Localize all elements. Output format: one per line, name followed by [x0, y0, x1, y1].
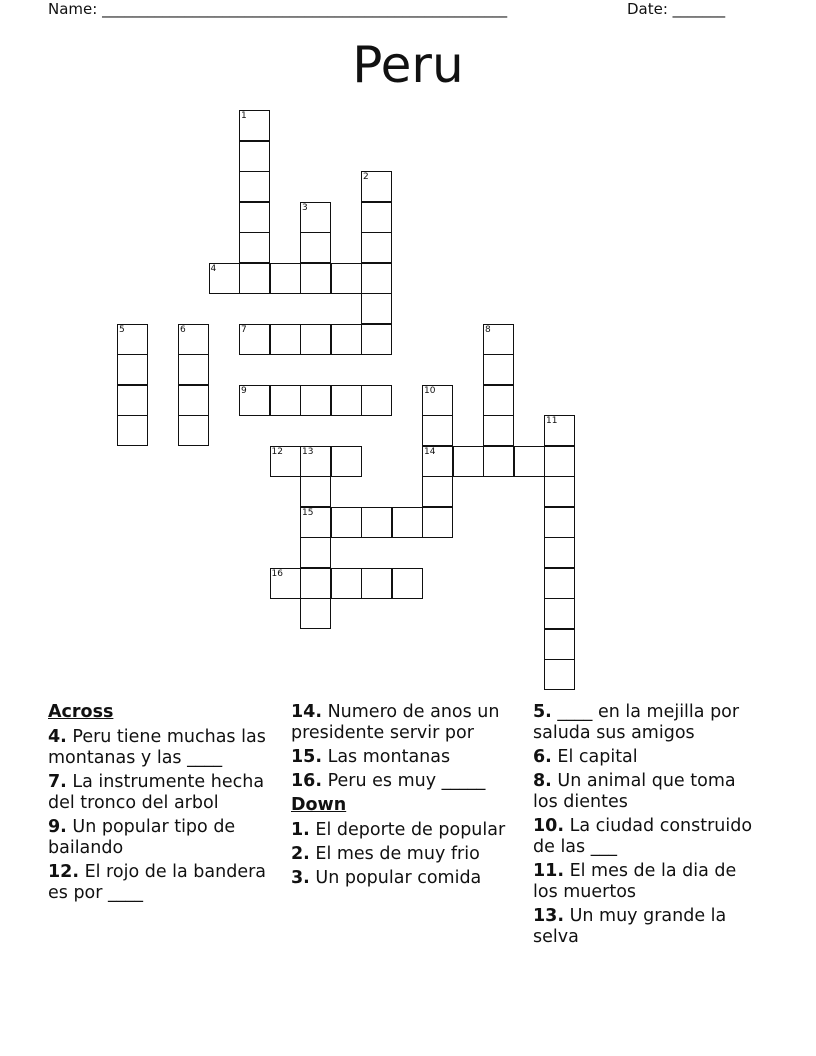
crossword-cell[interactable]: [483, 415, 514, 446]
crossword-cell[interactable]: [422, 415, 453, 446]
down-heading: Down: [291, 795, 347, 815]
crossword-cell[interactable]: [361, 171, 392, 202]
crossword-cell[interactable]: [239, 110, 270, 141]
clue-number: 12.: [48, 862, 80, 882]
clue-text: La ciudad construido de las ___: [533, 816, 753, 857]
cell-number: 3: [302, 202, 308, 213]
cell-number: 11: [546, 416, 558, 426]
crossword-cell[interactable]: [300, 568, 331, 599]
clue-text: Un animal que toma los dientes: [533, 771, 736, 812]
clue-item: [291, 844, 521, 865]
cell-number: 10: [424, 385, 436, 396]
crossword-cell[interactable]: [239, 171, 270, 202]
crossword-cell[interactable]: [544, 415, 575, 446]
cell-number: 5: [119, 324, 125, 335]
across-heading: Across: [48, 702, 114, 722]
clue-number: 5.: [533, 702, 552, 722]
crossword-cell[interactable]: [300, 385, 331, 416]
clue-text: Un popular comida: [309, 868, 482, 888]
crossword-cell[interactable]: [178, 324, 209, 355]
name-field-label[interactable]: Name: ______________________________________________________: [48, 0, 508, 18]
crossword-cell[interactable]: [117, 354, 148, 385]
clue-item: [291, 702, 521, 744]
crossword-cell[interactable]: [300, 202, 331, 233]
cell-number: 7: [241, 324, 247, 335]
clue-text: ____ en la mejilla por saluda sus amigos: [533, 702, 740, 743]
crossword-cell[interactable]: [422, 507, 453, 538]
clue-item: [48, 817, 278, 859]
crossword-cell[interactable]: [300, 232, 331, 263]
clue-item: [533, 702, 763, 744]
crossword-cell[interactable]: [331, 263, 362, 294]
crossword-cell[interactable]: [117, 385, 148, 416]
crossword-cell[interactable]: [483, 324, 514, 355]
crossword-cell[interactable]: [239, 385, 270, 416]
cell-number: 9: [241, 385, 247, 396]
clue-text: Peru es muy _____: [322, 771, 486, 791]
clue-text: Un muy grande la selva: [533, 906, 727, 947]
crossword-cell[interactable]: [270, 324, 301, 355]
clue-number: 10.: [533, 816, 565, 836]
crossword-cell[interactable]: [361, 568, 392, 599]
crossword-cell[interactable]: [361, 202, 392, 233]
crossword-cell[interactable]: [117, 415, 148, 446]
clue-number: 9.: [48, 817, 67, 837]
crossword-cell[interactable]: [270, 385, 301, 416]
clue-number: 11.: [533, 861, 565, 881]
clue-item: [291, 771, 521, 792]
clue-text: Un popular tipo de bailando: [48, 817, 236, 858]
clue-number: 14.: [291, 702, 323, 722]
cell-number: 13: [302, 446, 314, 457]
date-field-label[interactable]: Date: _______: [627, 0, 726, 18]
crossword-cell[interactable]: [544, 507, 575, 538]
crossword-cell[interactable]: [392, 568, 423, 599]
clue-text: Numero de anos un presidente servir por: [291, 702, 500, 743]
crossword-cell[interactable]: [209, 263, 240, 294]
clue-number: 4.: [48, 727, 67, 747]
clue-item: [291, 747, 521, 768]
crossword-cell[interactable]: [300, 446, 331, 477]
crossword-cell[interactable]: [331, 446, 362, 477]
cell-number: 4: [210, 263, 217, 274]
clue-item: [48, 727, 278, 769]
clue-number: 7.: [48, 772, 67, 792]
crossword-cell[interactable]: [331, 324, 362, 355]
cell-number: 15: [302, 507, 314, 518]
crossword-cell[interactable]: [361, 232, 392, 263]
crossword-cell[interactable]: [239, 263, 270, 294]
clue-item: [48, 862, 278, 904]
crossword-cell[interactable]: [422, 385, 453, 416]
crossword-cell[interactable]: [331, 507, 362, 538]
cell-number: 1: [241, 111, 247, 121]
crossword-cell[interactable]: [239, 324, 270, 355]
cell-number: 6: [180, 324, 186, 335]
clue-item: [533, 747, 763, 768]
crossword-cell[interactable]: [117, 324, 148, 355]
crossword-cell[interactable]: [544, 537, 575, 568]
crossword-cell[interactable]: [361, 385, 392, 416]
cell-number: 8: [485, 324, 491, 335]
crossword-cell[interactable]: [544, 476, 575, 507]
crossword-cell[interactable]: [544, 659, 575, 690]
clue-item: [533, 771, 763, 813]
clue-text: El mes de muy frio: [309, 844, 480, 864]
crossword-cell[interactable]: [178, 354, 209, 385]
clue-text: El capital: [551, 747, 638, 767]
crossword-cell[interactable]: [514, 446, 545, 477]
cell-number: 2: [363, 172, 369, 182]
clue-number: 13.: [533, 906, 565, 926]
clue-column-3: [533, 702, 763, 951]
page-title: Peru: [352, 36, 464, 94]
clue-text: La instrumente hecha del tronco del arbol: [48, 772, 265, 813]
crossword-cell[interactable]: [453, 446, 484, 477]
clue-text: Las montanas: [322, 747, 451, 767]
crossword-cell[interactable]: [361, 263, 392, 294]
clue-item: [291, 820, 521, 841]
clue-number: 8.: [533, 771, 552, 791]
crossword-cell[interactable]: [544, 629, 575, 660]
crossword-cell[interactable]: [239, 141, 270, 172]
crossword-cell[interactable]: [300, 598, 331, 629]
crossword-cell[interactable]: [331, 385, 362, 416]
crossword-cell[interactable]: [178, 385, 209, 416]
clue-number: 3.: [291, 868, 310, 888]
crossword-cell[interactable]: [300, 537, 331, 568]
crossword-cell[interactable]: [300, 507, 331, 538]
crossword-cell[interactable]: [239, 232, 270, 263]
crossword-cell[interactable]: [483, 385, 514, 416]
cell-number: 14: [424, 446, 436, 457]
crossword-cell[interactable]: [270, 446, 301, 477]
crossword-cell[interactable]: [300, 324, 331, 355]
clue-item: [533, 816, 763, 858]
clue-text: El mes de la dia de los muertos: [533, 861, 737, 902]
crossword-cell[interactable]: [361, 507, 392, 538]
clue-column-1: [48, 702, 278, 907]
clue-item: [291, 868, 521, 889]
crossword-cell[interactable]: [392, 507, 423, 538]
clue-number: 1.: [291, 820, 310, 840]
clue-item: [533, 906, 763, 948]
clue-number: 2.: [291, 844, 310, 864]
clue-number: 15.: [291, 747, 323, 767]
clue-number: 16.: [291, 771, 323, 791]
crossword-cell[interactable]: [422, 446, 453, 477]
clue-text: Peru tiene muchas las montanas y las ____: [48, 727, 266, 768]
crossword-cell[interactable]: [270, 568, 301, 599]
crossword-cell[interactable]: [544, 598, 575, 629]
crossword-cell[interactable]: [483, 354, 514, 385]
crossword-cell[interactable]: [178, 415, 209, 446]
clue-text: El deporte de popular: [309, 820, 506, 840]
clue-column-2: [291, 702, 521, 892]
clue-item: [533, 861, 763, 903]
clue-item: [48, 772, 278, 814]
cell-number: 12: [271, 446, 283, 457]
crossword-cell[interactable]: [483, 446, 514, 477]
cell-number: 16: [271, 568, 283, 579]
crossword-cell[interactable]: [422, 476, 453, 507]
crossword-cell[interactable]: [361, 324, 392, 355]
clue-text: El rojo de la bandera es por ____: [48, 862, 267, 903]
crossword-cell[interactable]: [270, 263, 301, 294]
crossword-cell[interactable]: [239, 202, 270, 233]
clue-number: 6.: [533, 747, 552, 767]
crossword-cell[interactable]: [361, 293, 392, 324]
crossword-cell[interactable]: [331, 568, 362, 599]
crossword-cell[interactable]: [544, 568, 575, 599]
crossword-cell[interactable]: [544, 446, 575, 477]
crossword-cell[interactable]: [300, 476, 331, 507]
crossword-cell[interactable]: [300, 263, 331, 294]
